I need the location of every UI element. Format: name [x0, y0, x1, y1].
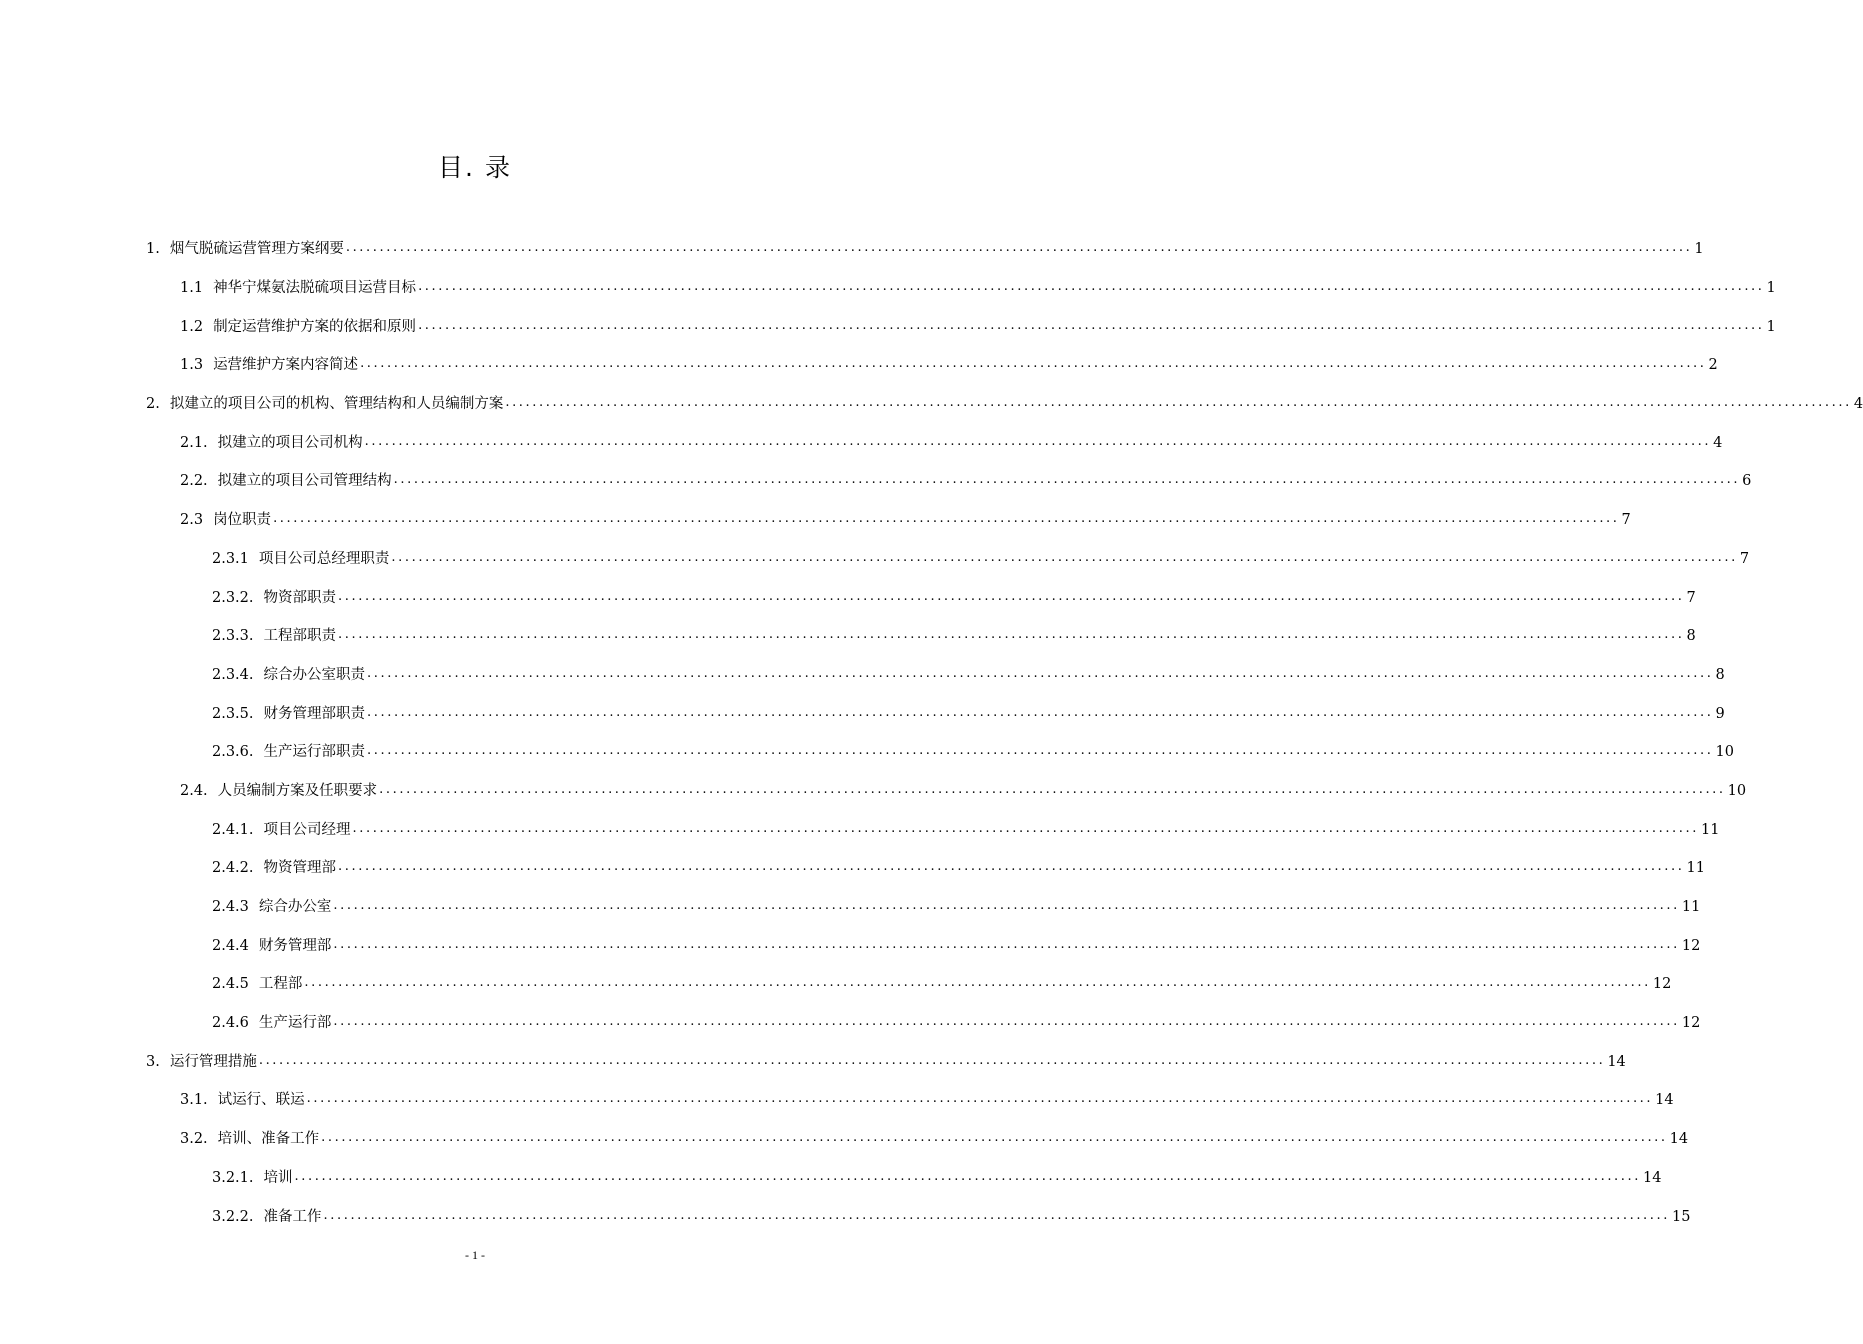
toc-entry[interactable] [0, 501, 1631, 540]
toc-entry[interactable] [0, 656, 1725, 695]
toc-entry-text: 培训 [263, 1169, 293, 1186]
toc-entry-page: 12 [1681, 1015, 1701, 1032]
toc-entry-number: 3. [146, 1053, 160, 1070]
toc-entry[interactable] [0, 230, 1704, 269]
toc-entry-number: 2.3.5. [212, 705, 254, 722]
toc-entry-number: 2.4.5 [212, 976, 249, 993]
toc-entry-label [180, 1129, 319, 1149]
page-title: 目. 录 [438, 153, 512, 182]
toc-entry-number: 1.2 [180, 318, 204, 335]
toc-entry-label [212, 1207, 322, 1227]
toc-entry[interactable] [0, 540, 1750, 579]
toc-entry-page: 9 [1715, 705, 1725, 722]
toc-entry-label [212, 936, 331, 956]
toc-entry-number: 2.3.3. [212, 628, 254, 645]
toc-entry-number: 2.3.1 [212, 550, 249, 567]
toc-entry-text: 综合办公室职责 [263, 666, 366, 683]
toc-entry[interactable] [0, 888, 1701, 927]
toc-entry[interactable] [0, 694, 1725, 733]
toc-entry-page: 8 [1686, 628, 1696, 645]
toc-entry-text: 试运行、联运 [217, 1092, 305, 1109]
toc-entry-text: 运行管理措施 [169, 1053, 257, 1070]
toc-entry-label [180, 510, 271, 530]
toc-dot-leader: ........................................................................................................................................................................................................ [338, 859, 1685, 875]
toc-entry-number: 2.3.4. [212, 666, 254, 683]
toc-entry-page: 12 [1681, 937, 1701, 954]
toc-entry-number: 3.2.1. [212, 1169, 254, 1186]
toc-dot-leader: ........................................................................................................................................................................................................ [333, 1014, 1680, 1030]
toc-entry-label [212, 1168, 293, 1188]
toc-dot-leader: ........................................................................................................................................................................................................ [364, 433, 1712, 449]
toc-entry-label [180, 317, 416, 337]
toc-entry-number: 2. [146, 396, 160, 413]
toc-entry-label [180, 278, 416, 298]
toc-dot-leader: ........................................................................................................................................................................................................ [379, 781, 1726, 797]
toc-entry-number: 2.4.3 [212, 899, 249, 916]
toc-entry-label [212, 665, 365, 685]
toc-entry-label [146, 239, 344, 259]
toc-dot-leader: ........................................................................................................................................................................................................ [333, 898, 1680, 914]
toc-entry[interactable] [0, 307, 1776, 346]
toc-entry-label [212, 820, 351, 840]
toc-entry-number: 2.3.2. [212, 589, 254, 606]
toc-entry[interactable] [0, 385, 1863, 424]
toc-entry-label [180, 433, 363, 453]
toc-entry-number: 2.4. [180, 782, 208, 799]
toc-entry-text: 物资部职责 [263, 589, 337, 606]
toc-entry-label [212, 742, 365, 762]
toc-entry-number: 2.4.6 [212, 1015, 249, 1032]
toc-dot-leader: ........................................................................................................................................................................................................ [294, 1168, 1641, 1184]
toc-dot-leader: ........................................................................................................................................................................................................ [418, 317, 1765, 333]
toc-dot-leader: ........................................................................................................................................................................................................ [360, 356, 1707, 372]
toc-dot-leader: ........................................................................................................................................................................................................ [323, 1207, 1670, 1223]
toc-entry-text: 人员编制方案及任职要求 [217, 782, 378, 799]
toc-entry-page: 14 [1669, 1131, 1689, 1148]
toc-entry-label [180, 471, 392, 491]
toc-entry-text: 培训、准备工作 [217, 1131, 320, 1148]
toc-entry-text: 运营维护方案内容简述 [213, 357, 359, 374]
table-of-contents [0, 230, 1863, 1236]
toc-dot-leader: ........................................................................................................................................................................................................ [258, 1052, 1606, 1068]
toc-entry-page: 15 [1671, 1208, 1691, 1225]
toc-entry-text: 物资管理部 [263, 860, 337, 877]
toc-entry-label [180, 1090, 305, 1110]
toc-entry-page: 11 [1686, 860, 1705, 877]
toc-entry-page: 1 [1766, 318, 1776, 335]
toc-entry-number: 2.2. [180, 473, 208, 490]
toc-entry[interactable] [0, 926, 1701, 965]
toc-entry[interactable] [0, 772, 1747, 811]
toc-entry-label [212, 704, 365, 724]
toc-entry[interactable] [0, 462, 1752, 501]
toc-dot-leader: ........................................................................................................................................................................................................ [391, 549, 1738, 565]
toc-entry-text: 准备工作 [263, 1208, 322, 1225]
toc-entry-text: 项目公司总经理职责 [258, 550, 390, 567]
toc-entry-text: 拟建立的项目公司管理结构 [217, 473, 392, 490]
toc-dot-leader: ........................................................................................................................................................................................................ [321, 1130, 1668, 1146]
toc-entry-number: 3.2. [180, 1131, 208, 1148]
toc-entry-label [180, 355, 358, 375]
toc-entry-number: 2.4.2. [212, 860, 254, 877]
toc-entry-number: 1.3 [180, 357, 204, 374]
toc-dot-leader: ........................................................................................................................................................................................................ [306, 1091, 1654, 1107]
toc-entry-label [146, 394, 503, 414]
toc-entry-number: 3.2.2. [212, 1208, 254, 1225]
toc-entry-page: 4 [1713, 434, 1723, 451]
toc-dot-leader: ........................................................................................................................................................................................................ [418, 279, 1765, 295]
toc-dot-leader: ........................................................................................................................................................................................................ [304, 975, 1651, 991]
toc-entry-page: 14 [1642, 1169, 1662, 1186]
toc-entry[interactable] [0, 269, 1776, 308]
toc-entry-text: 生产运行部职责 [263, 744, 366, 761]
toc-entry-number: 1. [146, 241, 160, 258]
toc-entry-text: 综合办公室 [258, 899, 332, 916]
toc-dot-leader: ........................................................................................................................................................................................................ [367, 704, 1714, 720]
toc-entry-text: 生产运行部 [258, 1015, 332, 1032]
toc-entry-label [212, 858, 336, 878]
toc-entry-page: 11 [1681, 899, 1701, 916]
toc-entry-label [212, 974, 302, 994]
toc-entry-page: 2 [1708, 357, 1718, 374]
toc-dot-leader: ........................................................................................................................................................................................................ [333, 936, 1680, 952]
toc-entry-text: 财务管理部职责 [263, 705, 366, 722]
toc-entry-label [212, 897, 331, 917]
toc-entry-number: 2.4.1. [212, 821, 254, 838]
toc-entry-label [180, 781, 377, 801]
toc-entry-page: 12 [1652, 976, 1672, 993]
toc-entry[interactable] [0, 810, 1720, 849]
page-number-footer: - 1 - [465, 1248, 485, 1262]
toc-entry-page: 7 [1686, 589, 1696, 606]
toc-entry-text: 制定运营维护方案的依据和原则 [213, 318, 417, 335]
toc-entry-number: 2.4.4 [212, 937, 249, 954]
toc-entry-page: 1 [1694, 241, 1704, 258]
toc-dot-leader: ........................................................................................................................................................................................................ [345, 240, 1693, 256]
toc-entry-number: 2.3.6. [212, 744, 254, 761]
toc-entry-page: 7 [1739, 550, 1750, 567]
toc-entry-number: 1.1 [180, 280, 204, 297]
toc-entry-number: 3.1. [180, 1092, 208, 1109]
toc-entry-label [212, 588, 336, 608]
toc-entry[interactable] [0, 1042, 1626, 1081]
toc-entry[interactable] [0, 1081, 1674, 1120]
toc-dot-leader: ........................................................................................................................................................................................................ [338, 627, 1685, 643]
toc-entry-text: 神华宁煤氨法脱硫项目运营目标 [213, 280, 417, 297]
toc-entry-page: 7 [1621, 512, 1631, 529]
toc-entry[interactable] [0, 1197, 1691, 1236]
toc-entry-page: 8 [1715, 666, 1725, 683]
toc-dot-leader: ........................................................................................................................................................................................................ [367, 665, 1714, 681]
toc-entry-text: 工程部职责 [263, 628, 337, 645]
toc-entry-page: 4 [1853, 396, 1863, 413]
toc-dot-leader: ........................................................................................................................................................................................................ [352, 820, 1699, 836]
toc-entry-text: 岗位职责 [213, 512, 272, 529]
toc-entry-page: 6 [1742, 473, 1752, 490]
toc-entry[interactable] [0, 1004, 1701, 1043]
toc-entry[interactable] [0, 965, 1672, 1004]
toc-entry-number: 2.3 [180, 512, 204, 529]
toc-entry[interactable] [0, 849, 1705, 888]
toc-entry-page: 10 [1727, 782, 1747, 799]
toc-entry[interactable] [0, 733, 1734, 772]
toc-entry-text: 财务管理部 [258, 937, 332, 954]
toc-entry-page: 14 [1655, 1092, 1674, 1109]
toc-entry-label [146, 1052, 257, 1072]
toc-entry-text: 工程部 [258, 976, 303, 993]
toc-entry-page: 14 [1607, 1053, 1626, 1070]
toc-entry-page: 10 [1715, 744, 1734, 761]
toc-dot-leader: ........................................................................................................................................................................................................ [367, 743, 1714, 759]
toc-entry-page: 1 [1766, 280, 1776, 297]
toc-entry-label [212, 626, 336, 646]
toc-dot-leader: ........................................................................................................................................................................................................ [338, 588, 1685, 604]
toc-entry-text: 拟建立的项目公司机构 [217, 434, 363, 451]
toc-entry[interactable] [0, 423, 1723, 462]
toc-dot-leader: ........................................................................................................................................................................................................ [273, 511, 1620, 527]
toc-entry[interactable] [0, 578, 1696, 617]
toc-entry[interactable] [0, 617, 1696, 656]
toc-entry-page: 11 [1700, 821, 1720, 838]
toc-entry-label [212, 1013, 331, 1033]
toc-entry[interactable] [0, 1159, 1662, 1198]
toc-entry[interactable] [0, 346, 1718, 385]
toc-dot-leader: ........................................................................................................................................................................................................ [505, 395, 1852, 411]
toc-entry-text: 烟气脱硫运营管理方案纲要 [169, 241, 344, 258]
toc-entry[interactable] [0, 1120, 1689, 1159]
toc-entry-text: 项目公司经理 [263, 821, 351, 838]
toc-entry-number: 2.1. [180, 434, 208, 451]
toc-dot-leader: ........................................................................................................................................................................................................ [393, 472, 1741, 488]
toc-entry-text: 拟建立的项目公司的机构、管理结构和人员编制方案 [169, 396, 504, 413]
toc-entry-label [212, 549, 389, 569]
